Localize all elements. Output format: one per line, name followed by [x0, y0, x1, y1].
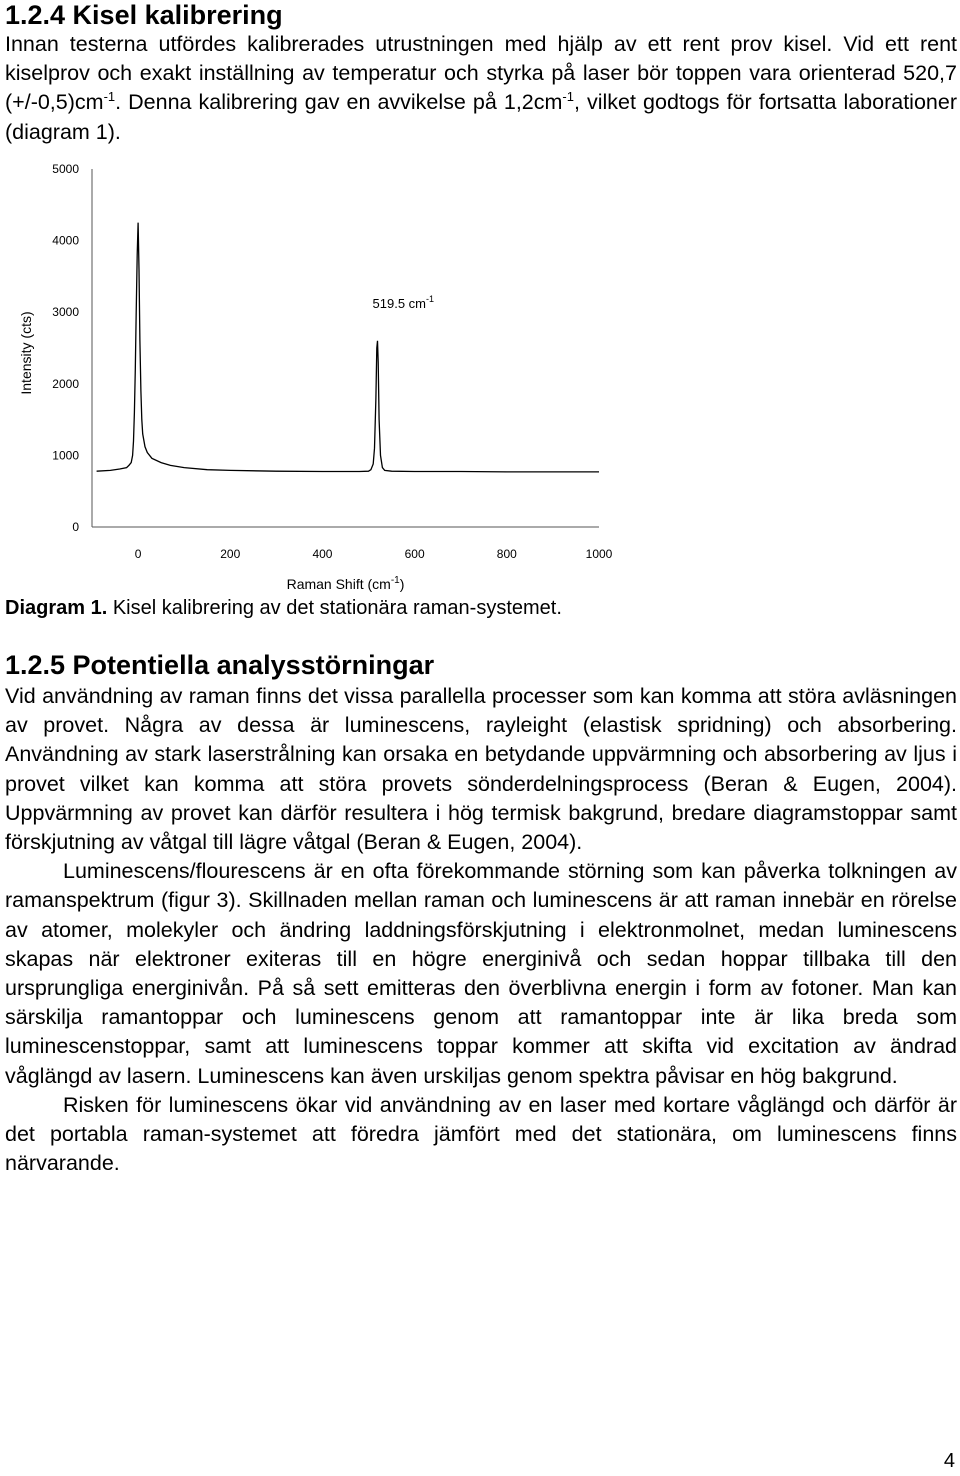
- y-axis-label: Intensity (cts): [18, 311, 34, 395]
- figure-caption: [5, 594, 562, 623]
- calibration-paragraph: [5, 30, 957, 147]
- x-axis-label: [287, 575, 405, 592]
- superscript: -1: [103, 89, 116, 105]
- y-tick-label: 2000: [52, 376, 79, 391]
- x-tick-label: 600: [404, 547, 425, 561]
- calibration-text-c: , vilket godtogs för fortsatta laborationer (diagram 1).: [5, 90, 957, 144]
- caption-text: Kisel kalibrering av det stationära raman-systemet.: [107, 597, 562, 619]
- peak-annotation-label: 519.5 cm: [372, 296, 427, 312]
- x-axis-ticks: [135, 547, 613, 561]
- x-axis-label-sup: -1: [390, 575, 400, 586]
- x-tick-label: 400: [312, 547, 333, 561]
- x-tick-label: 200: [220, 547, 241, 561]
- y-tick-label: 3000: [52, 305, 79, 320]
- paragraph-2: Luminescens/flourescens är en ofta förekommande störning som kan påverka tolkningen av ramanspektrum (figur 3). Skillnaden mellan raman och luminescens är att raman innebär en rörelse av atomer, molekyler och ändring laddningsförskjutning i elektronmolnet, medan luminescens skapas när elektroner exiteras till en högre energinivå och sedan hoppar tillbaka till den ursprungliga energinivån. På så sett emitteras den överblivna energin i form av fotoner. Man kan särskilja ramantoppar och luminescens genom att ramantoppar inte är lika breda som luminescenstoppar, samt att luminescens toppar kommer att skifta vid excitation av ändrad våglängd av lasern. Luminescens kan även urskiljas genom spektra påvisar en hög bakgrund.: [5, 859, 957, 1088]
- section-heading-kisel-kalibrering: 1.2.4 Kisel kalibrering: [5, 0, 283, 30]
- x-axis-label-main: Raman Shift (cm: [286, 576, 391, 592]
- calibration-text-a: Innan testerna utfördes kalibrerades utrustningen med hjälp av ett rent prov kisel. Vid ett rent kiselprov och exakt inställning av temperatur och styrka på laser bör toppen vara orienterad 520,7 (+/-0,5)cm: [5, 32, 957, 115]
- page-number: 4: [943, 1450, 955, 1472]
- y-tick-label: 4000: [52, 233, 79, 248]
- paragraph-1: Vid användning av raman finns det vissa parallella processer som kan komma att störa avläsningen av provet. Några av dessa är luminescens, rayleight (elastisk spridning) och absorbering. Användning av stark laserstrålning kan orsaka en betydande uppvärmning och absorbering av ljus i provet vilket kan komma att störa provets sönderdelningsprocess (Beran & Eugen, 2004). Uppvärmning av provet kan därför resultera i hög termisk bakgrund, bredare diagramstoppar samt förskjutning av våtgal till lägre våtgal (Beran & Eugen, 2004).: [5, 684, 957, 855]
- x-axis-label-end: ): [399, 576, 405, 592]
- y-axis-ticks: [52, 162, 79, 534]
- peak-annotation-sup: -1: [426, 294, 435, 305]
- x-tick-label: 800: [496, 547, 517, 561]
- y-tick-label: 5000: [52, 162, 79, 176]
- paragraph-3: Risken för luminescens ökar vid användning av en laser med kortare våglängd och därför är det portabla raman-systemet att föredra jämfört med det stationära, om luminescens finns närvarande.: [5, 1092, 957, 1176]
- y-tick-label: 0: [72, 520, 79, 534]
- section-body: [5, 682, 957, 1178]
- raman-spectrum-chart: [5, 158, 625, 598]
- caption-label: Diagram 1.: [5, 597, 108, 619]
- superscript: -1: [562, 89, 574, 105]
- peak-annotation: [373, 294, 435, 311]
- y-tick-label: 1000: [52, 448, 79, 463]
- x-tick-label: 1000: [585, 547, 613, 561]
- spectrum-line: [97, 223, 599, 472]
- x-tick-label: 0: [134, 547, 142, 561]
- section-heading-analysstorningar: 1.2.5 Potentiella analysstörningar: [5, 650, 435, 680]
- calibration-text-b: . Denna kalibrering gav en avvikelse på 1,2cm: [115, 90, 563, 115]
